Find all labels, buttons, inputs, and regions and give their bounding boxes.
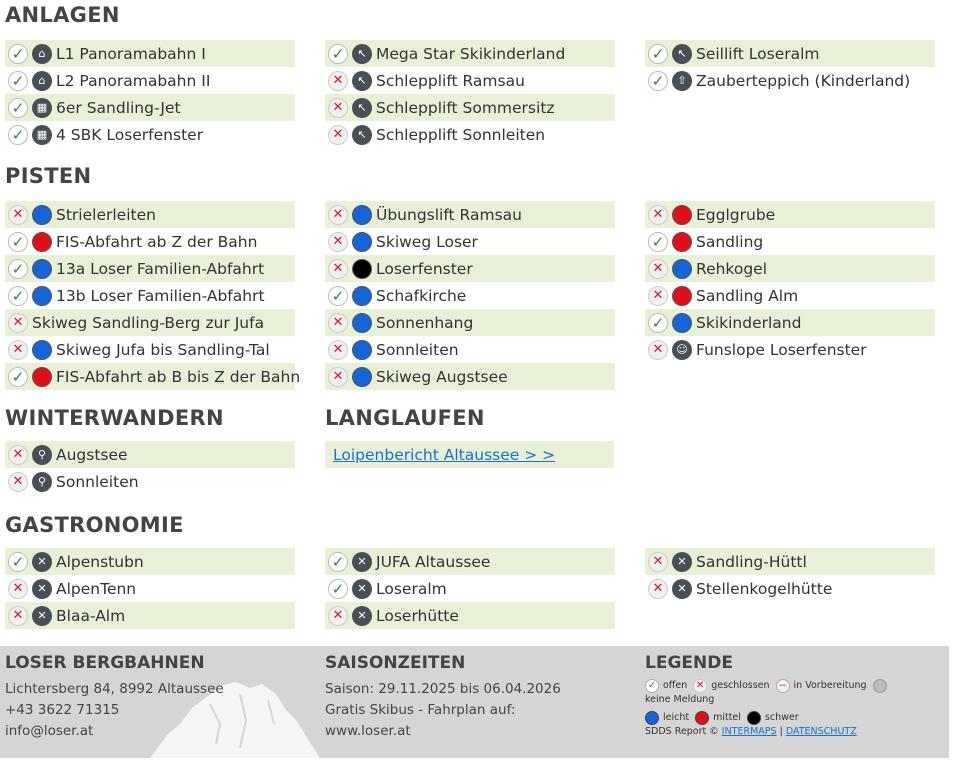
list-item [645, 255, 935, 282]
list-item [5, 441, 295, 468]
report-prefix: SDDS Report © [645, 726, 719, 737]
status-open-icon: ✓ [328, 579, 348, 599]
item-name: Seillift Loseralm [696, 44, 820, 63]
status-closed-icon: ✕ [328, 340, 348, 360]
list-item [5, 336, 295, 363]
season-web: www.loser.at [325, 723, 411, 739]
item-name: Augstsee [56, 445, 128, 464]
hiker-icon: ⚲ [32, 472, 52, 492]
legend-medium: mittel [713, 712, 741, 723]
status-closed-icon: ✕ [648, 579, 668, 599]
list-item [645, 575, 935, 602]
funslope-icon: ☺ [672, 340, 692, 360]
difficulty-blue-icon [352, 340, 372, 360]
difficulty-red-icon [32, 232, 52, 252]
footer-company [5, 653, 224, 742]
item-name: Loserhütte [376, 606, 459, 625]
no-report-icon [873, 679, 887, 693]
loipenbericht-link[interactable]: Loipenbericht Altaussee > > [333, 445, 556, 464]
status-closed-icon: ✕ [328, 606, 348, 626]
status-column [5, 201, 301, 390]
difficulty-red-icon [32, 367, 52, 387]
item-name: Schafkirche [376, 286, 467, 305]
status-open-icon: ✓ [328, 44, 348, 64]
status-open-icon: ✓ [8, 98, 28, 118]
restaurant-icon: ✕ [352, 606, 372, 626]
status-open-icon: ✓ [328, 552, 348, 572]
list-item [5, 255, 295, 282]
draglift-icon: ↖ [352, 44, 372, 64]
list-item [645, 548, 935, 575]
section-title-pisten: PISTEN [5, 164, 92, 188]
item-name: 4 SBK Loserfenster [56, 125, 204, 144]
status-open-icon: ✓ [8, 367, 28, 387]
list-item [645, 228, 935, 255]
list-item [5, 94, 295, 121]
footer-season [325, 653, 561, 742]
legend-open: offen [663, 680, 688, 691]
item-name: Strielerleiten [56, 205, 156, 224]
legend-none: keine Meldung [645, 694, 715, 705]
list-item [325, 255, 615, 282]
prep-icon: ~ [776, 679, 790, 693]
list-item [645, 201, 935, 228]
item-name: Funslope Loserfenster [696, 340, 867, 359]
item-name: Rehkogel [696, 259, 768, 278]
list-item [325, 201, 615, 228]
season-bus: Gratis Skibus - Fahrplan auf: [325, 702, 516, 718]
list-item [325, 336, 615, 363]
status-closed-icon: ✕ [648, 205, 668, 225]
status-closed-icon: ✕ [8, 579, 28, 599]
chairlift-icon: ▦ [32, 125, 52, 145]
item-name: Skiweg Sandling-Berg zur Jufa [32, 313, 265, 332]
difficulty-blue-icon [672, 313, 692, 333]
status-column [5, 40, 295, 148]
status-closed-icon: ✕ [328, 259, 348, 279]
list-item [325, 548, 615, 575]
status-closed-icon: ✕ [8, 445, 28, 465]
magic-carpet-icon: ⇧ [672, 71, 692, 91]
difficulty-blue-icon [32, 286, 52, 306]
status-open-icon: ✓ [648, 232, 668, 252]
difficulty-blue-icon [672, 259, 692, 279]
gondola-icon: ⌂ [32, 44, 52, 64]
list-item [5, 228, 295, 255]
section-title-winterwandern: WINTERWANDERN [5, 406, 224, 430]
status-open-icon: ✓ [8, 71, 28, 91]
list-item [325, 309, 615, 336]
list-item [5, 121, 295, 148]
difficulty-red-icon [672, 286, 692, 306]
item-name: L1 Panoramabahn I [56, 44, 206, 63]
list-item [645, 40, 935, 67]
separator: | [779, 726, 783, 737]
draglift-icon: ↖ [352, 98, 372, 118]
status-closed-icon: ✕ [8, 313, 28, 333]
item-name: Skiweg Jufa bis Sandling-Tal [56, 340, 270, 359]
privacy-link[interactable]: DATENSCHUTZ [785, 726, 857, 737]
item-name: Schlepplift Ramsau [376, 71, 525, 90]
hard-icon [747, 711, 761, 725]
medium-icon [695, 711, 709, 725]
status-closed-icon: ✕ [648, 340, 668, 360]
restaurant-icon: ✕ [32, 606, 52, 626]
status-closed-icon: ✕ [328, 313, 348, 333]
status-column [5, 441, 295, 495]
section-title-gastronomie: GASTRONOMIE [5, 513, 184, 537]
status-closed-icon: ✕ [328, 125, 348, 145]
list-item [325, 228, 615, 255]
status-column [645, 548, 935, 602]
status-open-icon: ✓ [8, 552, 28, 572]
item-name: JUFA Altaussee [376, 552, 491, 571]
company-phone: +43 3622 71315 [5, 702, 120, 718]
list-item [5, 363, 301, 390]
item-name: Egglgrube [696, 205, 776, 224]
difficulty-black-icon [352, 259, 372, 279]
status-closed-icon: ✕ [328, 232, 348, 252]
status-open-icon: ✓ [8, 259, 28, 279]
company-address: Lichtersberg 84, 8992 Altaussee [5, 681, 224, 697]
list-item [645, 67, 935, 94]
legend-hard: schwer [764, 712, 799, 723]
list-item [5, 309, 295, 336]
status-closed-icon: ✕ [648, 552, 668, 572]
item-name: Sandling Alm [696, 286, 799, 305]
item-name: Loseralm [376, 579, 447, 598]
item-name: Loserfenster [376, 259, 473, 278]
status-column [325, 40, 615, 148]
legend-title: LEGENDE [645, 653, 733, 673]
list-item [645, 336, 935, 363]
draglift-icon: ↖ [352, 125, 372, 145]
season-dates: Saison: 29.11.2025 bis 06.04.2026 [325, 681, 561, 697]
list-item [5, 468, 295, 495]
item-name: Sandling [696, 232, 764, 251]
item-name: Blaa-Alm [56, 606, 126, 625]
restaurant-icon: ✕ [352, 579, 372, 599]
status-closed-icon: ✕ [328, 367, 348, 387]
item-name: FIS-Abfahrt ab B bis Z der Bahn [56, 367, 301, 386]
section-title-langlaufen: LANGLAUFEN [325, 406, 485, 430]
status-column [645, 201, 935, 363]
easy-icon [645, 711, 659, 725]
item-name: 6er Sandling-Jet [56, 98, 181, 117]
difficulty-blue-icon [352, 232, 372, 252]
list-item [325, 575, 615, 602]
draglift-icon: ↖ [672, 44, 692, 64]
item-name: Übungslift Ramsau [376, 205, 522, 224]
status-open-icon: ✓ [648, 313, 668, 333]
item-name: Skiweg Augstsee [376, 367, 508, 386]
difficulty-blue-icon [32, 340, 52, 360]
difficulty-blue-icon [352, 313, 372, 333]
item-name: Zauberteppich (Kinderland) [696, 71, 911, 90]
season-title: SAISONZEITEN [325, 653, 466, 673]
status-closed-icon: ✕ [328, 71, 348, 91]
chairlift-icon: ▦ [32, 98, 52, 118]
restaurant-icon: ✕ [672, 579, 692, 599]
status-open-icon: ✓ [8, 44, 28, 64]
difficulty-blue-icon [32, 205, 52, 225]
hiker-icon: ⚲ [32, 445, 52, 465]
footer [0, 646, 949, 758]
status-closed-icon: ✕ [648, 286, 668, 306]
item-name: L2 Panoramabahn II [56, 71, 211, 90]
item-name: Skikinderland [696, 313, 802, 332]
list-item [645, 282, 935, 309]
restaurant-icon: ✕ [32, 552, 52, 572]
legend-prep: in Vorbereitung [793, 680, 867, 691]
difficulty-blue-icon [352, 205, 372, 225]
difficulty-blue-icon [352, 286, 372, 306]
list-item [5, 40, 295, 67]
status-open-icon: ✓ [8, 125, 28, 145]
status-open-icon: ✓ [8, 232, 28, 252]
list-item [325, 94, 615, 121]
closed-icon: ✕ [693, 679, 707, 693]
item-name: Sonnenhang [376, 313, 474, 332]
item-name: Schlepplift Sommersitz [376, 98, 555, 117]
status-column [325, 548, 615, 629]
list-item [325, 363, 615, 390]
item-name: Alpenstubn [56, 552, 144, 571]
item-name: FIS-Abfahrt ab Z der Bahn [56, 232, 258, 251]
item-name: Stellenkogelhütte [696, 579, 833, 598]
restaurant-icon: ✕ [672, 552, 692, 572]
company-title: LOSER BERGBAHNEN [5, 653, 205, 673]
section-title-anlagen: ANLAGEN [5, 3, 120, 27]
item-name: Schlepplift Sonnleiten [376, 125, 546, 144]
status-column [325, 201, 615, 390]
status-open-icon: ✓ [8, 286, 28, 306]
difficulty-blue-icon [32, 259, 52, 279]
item-name: 13b Loser Familien-Abfahrt [56, 286, 265, 305]
status-open-icon: ✓ [648, 44, 668, 64]
status-open-icon: ✓ [328, 286, 348, 306]
item-name: AlpenTenn [56, 579, 137, 598]
company-email: info@loser.at [5, 723, 94, 739]
list-item [325, 40, 615, 67]
list-item [325, 441, 614, 468]
legend-status-row [645, 679, 935, 707]
item-name: Sandling-Hüttl [696, 552, 807, 571]
difficulty-blue-icon [352, 367, 372, 387]
legend-report-row [645, 725, 935, 739]
list-item [5, 575, 295, 602]
status-closed-icon: ✕ [328, 98, 348, 118]
list-item [5, 67, 295, 94]
difficulty-red-icon [672, 205, 692, 225]
restaurant-icon: ✕ [352, 552, 372, 572]
list-item [5, 282, 295, 309]
status-closed-icon: ✕ [8, 205, 28, 225]
item-name: Skiweg Loser [376, 232, 478, 251]
legend-difficulty-row [645, 711, 935, 725]
legend-closed: geschlossen [711, 680, 770, 691]
restaurant-icon: ✕ [32, 579, 52, 599]
langlaufen-list [325, 441, 614, 468]
status-column [5, 548, 295, 629]
status-closed-icon: ✕ [328, 205, 348, 225]
item-name: 13a Loser Familien-Abfahrt [56, 259, 265, 278]
footer-legend [645, 653, 935, 739]
item-name: Mega Star Skikinderland [376, 44, 566, 63]
legend-easy: leicht [663, 712, 690, 723]
list-item [325, 67, 615, 94]
open-icon: ✓ [645, 679, 659, 693]
list-item [5, 201, 295, 228]
gondola-icon: ⌂ [32, 71, 52, 91]
status-closed-icon: ✕ [8, 472, 28, 492]
list-item [645, 309, 935, 336]
list-item [325, 282, 615, 309]
status-open-icon: ✓ [648, 71, 668, 91]
item-name: Sonnleiten [376, 340, 459, 359]
intermaps-link[interactable]: INTERMAPS [721, 726, 777, 737]
draglift-icon: ↖ [352, 71, 372, 91]
item-name: Sonnleiten [56, 472, 139, 491]
list-item [5, 548, 295, 575]
status-column [645, 40, 935, 94]
status-closed-icon: ✕ [8, 340, 28, 360]
list-item [325, 121, 615, 148]
status-closed-icon: ✕ [8, 606, 28, 626]
status-closed-icon: ✕ [648, 259, 668, 279]
list-item [325, 602, 615, 629]
list-item [5, 602, 295, 629]
difficulty-red-icon [672, 232, 692, 252]
